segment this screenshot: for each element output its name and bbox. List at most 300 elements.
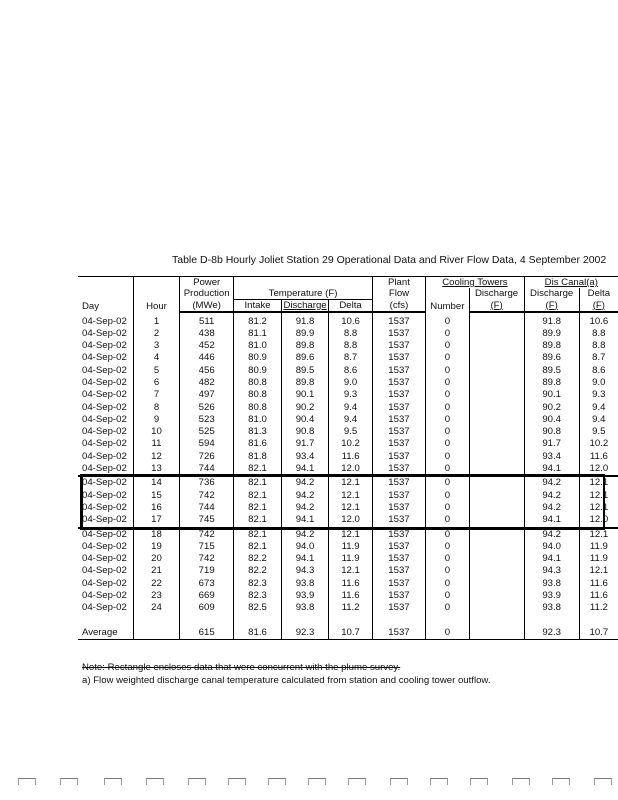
cell-discharge: 91.7 (281, 438, 329, 450)
cell-ct-number: 0 (426, 451, 469, 463)
average-power: 615 (179, 627, 233, 640)
cell-intake: 81.3 (234, 426, 281, 438)
cell-intake: 81.6 (234, 438, 281, 450)
cell-canal-delta: 10.6 (579, 316, 618, 328)
cell-canal-discharge: 93.9 (524, 590, 579, 602)
cell-hour: 5 (133, 365, 179, 377)
table-body (78, 316, 618, 615)
cell-day: 04-Sep-02 (82, 315, 127, 327)
cell-delta: 11.6 (329, 590, 372, 602)
header-day: Day (78, 277, 133, 312)
header-ct-discharge-2: (F) (469, 299, 524, 312)
cell-day: 04-Sep-02 (82, 376, 127, 388)
cell-day: 04-Sep-02 (82, 463, 127, 475)
cell-ct-discharge (469, 553, 524, 565)
cell-power: 715 (179, 541, 233, 553)
cell-flow: 1537 (372, 590, 425, 602)
cell-canal-discharge: 89.5 (524, 365, 579, 377)
cell-power: 742 (179, 553, 233, 565)
cell-canal-delta: 11.9 (579, 553, 618, 565)
header-hour: Hour (133, 277, 179, 312)
cell-ct-discharge (469, 414, 524, 426)
cell-flow: 1537 (372, 316, 425, 328)
cell-canal-discharge: 91.8 (524, 316, 579, 328)
scan-edge-marks (0, 778, 618, 790)
table-row (78, 565, 618, 577)
header-cooling-towers: Cooling Towers (426, 277, 524, 289)
scan-mark (268, 778, 286, 785)
cell-intake: 81.1 (234, 328, 281, 340)
header-power-2: Production (179, 288, 233, 299)
header-delta: Delta (329, 299, 372, 312)
cell-canal-delta: 12.0 (579, 514, 618, 527)
table-row (78, 365, 618, 377)
scan-mark (308, 778, 326, 785)
cell-canal-delta: 12.1 (579, 502, 618, 514)
cell-hour: 8 (133, 402, 179, 414)
cell-canal-delta: 9.3 (579, 389, 618, 401)
cell-day: 04-Sep-02 (82, 438, 127, 450)
average-canal-discharge: 92.3 (524, 627, 579, 640)
cell-day: 04-Sep-02 (82, 450, 127, 462)
average-ct-discharge (469, 627, 524, 640)
cell-flow: 1537 (372, 578, 425, 590)
cell-hour: 22 (133, 578, 179, 590)
table-row (78, 426, 618, 438)
cell-discharge: 94.2 (281, 528, 329, 541)
cell-intake: 81.0 (234, 414, 281, 426)
cell-canal-delta: 9.4 (579, 414, 618, 426)
cell-delta: 8.7 (329, 352, 372, 364)
cell-delta: 12.1 (329, 565, 372, 577)
cell-flow: 1537 (372, 463, 425, 476)
header-plant-3: (cfs) (372, 299, 425, 312)
cell-delta: 11.9 (329, 553, 372, 565)
table-row (78, 514, 618, 527)
cell-intake: 82.2 (234, 553, 281, 565)
cell-ct-number: 0 (426, 578, 469, 590)
cell-discharge: 93.8 (281, 578, 329, 590)
cell-flow: 1537 (372, 502, 425, 514)
cell-ct-discharge (469, 365, 524, 377)
cell-hour: 2 (133, 328, 179, 340)
cell-flow: 1537 (372, 414, 425, 426)
cell-canal-discharge: 89.8 (524, 340, 579, 352)
cell-day: 04-Sep-02 (82, 413, 127, 425)
footnote-a: a) Flow weighted discharge canal temperature calculated from station and cooling tower outflow. (82, 674, 491, 686)
cell-canal-discharge: 89.9 (524, 328, 579, 340)
cell-hour: 12 (133, 451, 179, 463)
cell-day: 04-Sep-02 (82, 401, 127, 413)
scan-mark (348, 778, 366, 785)
cell-canal-discharge: 94.2 (524, 502, 579, 514)
cell-hour: 10 (133, 426, 179, 438)
cell-discharge: 89.6 (281, 352, 329, 364)
average-row (78, 627, 618, 640)
cell-canal-delta: 8.8 (579, 340, 618, 352)
cell-discharge: 90.8 (281, 426, 329, 438)
cell-power: 742 (179, 528, 233, 541)
scan-mark (228, 778, 246, 785)
cell-ct-number: 0 (426, 414, 469, 426)
cell-power: 673 (179, 578, 233, 590)
table-row (78, 451, 618, 463)
scan-mark (512, 778, 530, 785)
cell-day: 04-Sep-02 (82, 565, 127, 577)
cell-discharge: 89.8 (281, 340, 329, 352)
cell-ct-discharge (469, 590, 524, 602)
scan-mark (18, 778, 36, 785)
cell-discharge: 90.2 (281, 402, 329, 414)
cell-canal-discharge: 94.1 (524, 463, 579, 476)
cell-ct-discharge (469, 402, 524, 414)
cell-hour: 23 (133, 590, 179, 602)
cell-power: 745 (179, 514, 233, 527)
table-row (78, 528, 618, 541)
cell-power: 438 (179, 328, 233, 340)
cell-delta: 10.6 (329, 316, 372, 328)
scan-mark (146, 778, 164, 785)
header-temperature: Temperature (F) (234, 277, 372, 300)
cell-discharge: 94.1 (281, 463, 329, 476)
cell-power: 669 (179, 590, 233, 602)
cell-ct-number: 0 (426, 463, 469, 476)
cell-flow: 1537 (372, 328, 425, 340)
cell-power: 719 (179, 565, 233, 577)
cell-flow: 1537 (372, 352, 425, 364)
cell-canal-discharge: 93.8 (524, 578, 579, 590)
cell-canal-discharge: 91.7 (524, 438, 579, 450)
cell-hour: 11 (133, 438, 179, 450)
cell-delta: 10.2 (329, 438, 372, 450)
cell-canal-discharge: 93.8 (524, 602, 579, 614)
cell-delta: 11.6 (329, 451, 372, 463)
average-delta: 10.7 (329, 627, 372, 640)
cell-canal-delta: 12.1 (579, 528, 618, 541)
cell-day: 04-Sep-02 (82, 577, 127, 589)
cell-canal-delta: 11.6 (579, 590, 618, 602)
cell-ct-discharge (469, 502, 524, 514)
cell-ct-discharge (469, 377, 524, 389)
cell-ct-discharge (469, 578, 524, 590)
cell-power: 523 (179, 414, 233, 426)
cell-flow: 1537 (372, 365, 425, 377)
cell-day: 04-Sep-02 (82, 340, 127, 352)
cell-hour: 24 (133, 602, 179, 614)
cell-hour: 6 (133, 377, 179, 389)
cell-day: 04-Sep-02 (82, 352, 127, 364)
cell-hour: 16 (133, 502, 179, 514)
cell-discharge: 89.5 (281, 365, 329, 377)
cell-ct-number: 0 (426, 402, 469, 414)
average-canal-delta: 10.7 (579, 627, 618, 640)
cell-day: 04-Sep-02 (78, 528, 133, 541)
cell-delta: 9.4 (329, 414, 372, 426)
cell-intake: 82.5 (234, 602, 281, 614)
cell-canal-discharge: 89.8 (524, 377, 579, 389)
cell-intake: 80.8 (234, 402, 281, 414)
header-ct-discharge-1: Discharge (469, 288, 524, 299)
cell-hour: 13 (133, 463, 179, 476)
cell-ct-number: 0 (426, 553, 469, 565)
header-discharge: Discharge (281, 299, 329, 312)
cell-ct-number: 0 (426, 389, 469, 401)
cell-delta: 11.6 (329, 578, 372, 590)
scan-mark (470, 778, 488, 785)
cell-ct-discharge (469, 602, 524, 614)
cell-intake: 82.1 (234, 476, 281, 489)
cell-power: 446 (179, 352, 233, 364)
scan-mark (60, 778, 78, 785)
cell-intake: 82.1 (234, 541, 281, 553)
table-row (78, 377, 618, 389)
cell-hour: 21 (133, 565, 179, 577)
cell-canal-delta: 11.6 (579, 578, 618, 590)
cell-discharge: 91.8 (281, 316, 329, 328)
header-canal-delta-2: (F) (579, 299, 618, 312)
data-table (78, 276, 618, 640)
cell-canal-discharge: 94.1 (524, 553, 579, 565)
cell-intake: 81.2 (234, 316, 281, 328)
header-plant-1: Plant (372, 277, 425, 289)
cell-canal-discharge: 94.0 (524, 541, 579, 553)
cell-intake: 80.9 (234, 352, 281, 364)
cell-hour: 1 (133, 316, 179, 328)
cell-discharge: 93.8 (281, 602, 329, 614)
cell-canal-delta: 8.7 (579, 352, 618, 364)
table-row (78, 502, 618, 514)
cell-ct-number: 0 (426, 377, 469, 389)
cell-ct-discharge (469, 389, 524, 401)
cell-intake: 82.1 (234, 463, 281, 476)
cell-day: 04-Sep-02 (82, 590, 127, 602)
cell-ct-discharge (469, 528, 524, 541)
scan-mark (390, 778, 408, 785)
cell-flow: 1537 (372, 377, 425, 389)
scan-mark (104, 778, 122, 785)
cell-delta: 12.0 (329, 514, 372, 527)
header-intake: Intake (234, 299, 281, 312)
cell-hour: 19 (133, 541, 179, 553)
header-power-3: (MWe) (179, 299, 233, 312)
cell-ct-discharge (469, 490, 524, 502)
cell-flow: 1537 (372, 602, 425, 614)
cell-ct-number: 0 (426, 602, 469, 614)
cell-flow: 1537 (372, 451, 425, 463)
cell-hour: 14 (133, 476, 179, 489)
table-row (78, 328, 618, 340)
cell-ct-discharge (469, 514, 524, 527)
cell-delta: 8.8 (329, 340, 372, 352)
cell-flow: 1537 (372, 438, 425, 450)
cell-day: 04-Sep-02 (82, 489, 127, 501)
header-ct-number: Number (426, 288, 469, 312)
cell-day: 04-Sep-02 (82, 514, 127, 526)
cell-hour: 20 (133, 553, 179, 565)
cell-day: 04-Sep-02 (82, 540, 127, 552)
cell-day: 04-Sep-02 (78, 476, 133, 489)
cell-canal-delta: 12.1 (579, 490, 618, 502)
cell-intake: 82.3 (234, 578, 281, 590)
note-rectangle: Note: Rectangle encloses data that were concurrent with the plume survey. (82, 662, 401, 673)
cell-hour: 7 (133, 389, 179, 401)
cell-flow: 1537 (372, 553, 425, 565)
cell-ct-number: 0 (426, 476, 469, 489)
cell-ct-discharge (469, 328, 524, 340)
cell-delta: 8.8 (329, 328, 372, 340)
cell-canal-delta: 9.5 (579, 426, 618, 438)
header-dis-canal: Dis Canal(a) (524, 277, 618, 289)
table-row (78, 352, 618, 364)
table-row (78, 590, 618, 602)
table-row (78, 438, 618, 450)
table-row (78, 340, 618, 352)
cell-discharge: 89.8 (281, 377, 329, 389)
cell-delta: 12.1 (329, 490, 372, 502)
cell-intake: 82.2 (234, 565, 281, 577)
cell-power: 742 (179, 490, 233, 502)
cell-power: 726 (179, 451, 233, 463)
scan-mark (552, 778, 570, 785)
cell-day: 04-Sep-02 (82, 426, 127, 438)
cell-flow: 1537 (372, 389, 425, 401)
cell-canal-discharge: 94.2 (524, 490, 579, 502)
cell-discharge: 93.4 (281, 451, 329, 463)
cell-intake: 80.9 (234, 365, 281, 377)
cell-day: 04-Sep-02 (82, 364, 127, 376)
average-discharge: 92.3 (281, 627, 329, 640)
cell-flow: 1537 (372, 541, 425, 553)
cell-ct-number: 0 (426, 541, 469, 553)
cell-power: 511 (179, 316, 233, 328)
cell-flow: 1537 (372, 402, 425, 414)
cell-intake: 82.1 (234, 502, 281, 514)
cell-intake: 82.1 (234, 514, 281, 527)
cell-power: 744 (179, 463, 233, 476)
cell-ct-number: 0 (426, 328, 469, 340)
cell-delta: 9.0 (329, 377, 372, 389)
cell-ct-discharge (469, 340, 524, 352)
cell-canal-discharge: 93.4 (524, 451, 579, 463)
cell-canal-delta: 10.2 (579, 438, 618, 450)
cell-hour: 18 (133, 528, 179, 541)
cell-discharge: 94.1 (281, 514, 329, 527)
header-canal-delta-1: Delta (579, 288, 618, 299)
cell-flow: 1537 (372, 490, 425, 502)
cell-canal-discharge: 94.2 (524, 476, 579, 489)
table-row (78, 490, 618, 502)
cell-discharge: 94.1 (281, 553, 329, 565)
cell-canal-discharge: 94.1 (524, 514, 579, 527)
cell-ct-number: 0 (426, 528, 469, 541)
table-notes (82, 662, 491, 687)
cell-canal-delta: 12.1 (579, 565, 618, 577)
cell-flow: 1537 (372, 426, 425, 438)
cell-delta: 9.5 (329, 426, 372, 438)
cell-canal-discharge: 90.1 (524, 389, 579, 401)
cell-discharge: 90.4 (281, 414, 329, 426)
scan-mark (188, 778, 206, 785)
cell-ct-discharge (469, 476, 524, 489)
cell-intake: 82.1 (234, 490, 281, 502)
table-row (78, 602, 618, 614)
cell-ct-discharge (469, 565, 524, 577)
cell-canal-discharge: 94.3 (524, 565, 579, 577)
cell-discharge: 94.2 (281, 502, 329, 514)
cell-power: 526 (179, 402, 233, 414)
table-row (78, 389, 618, 401)
cell-power: 744 (179, 502, 233, 514)
cell-discharge: 94.2 (281, 490, 329, 502)
cell-intake: 82.3 (234, 590, 281, 602)
cell-canal-delta: 8.8 (579, 328, 618, 340)
cell-day: 04-Sep-02 (82, 501, 127, 513)
average-intake: 81.6 (234, 627, 281, 640)
header-power-1: Power (179, 277, 233, 289)
cell-ct-number: 0 (426, 565, 469, 577)
cell-delta: 11.9 (329, 541, 372, 553)
cell-intake: 81.0 (234, 340, 281, 352)
cell-delta: 12.1 (329, 528, 372, 541)
cell-power: 594 (179, 438, 233, 450)
cell-canal-delta: 12.1 (579, 476, 618, 489)
table-row (78, 414, 618, 426)
cell-hour: 9 (133, 414, 179, 426)
table-row (78, 316, 618, 328)
cell-power: 497 (179, 389, 233, 401)
cell-canal-delta: 12.0 (579, 463, 618, 476)
cell-ct-number: 0 (426, 590, 469, 602)
cell-ct-number: 0 (426, 438, 469, 450)
cell-flow: 1537 (372, 528, 425, 541)
header-row-1 (78, 277, 618, 289)
cell-intake: 80.8 (234, 377, 281, 389)
table-row (78, 541, 618, 553)
cell-power: 456 (179, 365, 233, 377)
cell-ct-number: 0 (426, 514, 469, 527)
cell-discharge: 94.2 (281, 476, 329, 489)
cell-canal-discharge: 90.4 (524, 414, 579, 426)
cell-canal-delta: 9.4 (579, 402, 618, 414)
cell-canal-discharge: 94.2 (524, 528, 579, 541)
average-label: Average (82, 626, 118, 638)
cell-day: 04-Sep-02 (82, 553, 127, 565)
cell-ct-discharge (469, 316, 524, 328)
table-row (78, 463, 618, 476)
header-canal-discharge-1: Discharge (524, 288, 579, 299)
cell-ct-discharge (469, 426, 524, 438)
table-row (78, 402, 618, 414)
average-flow: 1537 (372, 627, 425, 640)
cell-canal-delta: 11.2 (579, 602, 618, 614)
cell-delta: 9.3 (329, 389, 372, 401)
cell-discharge: 89.9 (281, 328, 329, 340)
cell-canal-delta: 9.0 (579, 377, 618, 389)
table-title: Table D-8b Hourly Joliet Station 29 Operational Data and River Flow Data, 4 September 2002 (172, 254, 607, 266)
cell-delta: 11.2 (329, 602, 372, 614)
cell-day: 04-Sep-02 (82, 389, 127, 401)
cell-ct-number: 0 (426, 316, 469, 328)
average-hour (133, 627, 179, 640)
average-spacer (78, 615, 618, 627)
cell-ct-discharge (469, 352, 524, 364)
cell-ct-discharge (469, 451, 524, 463)
table-row (78, 553, 618, 565)
scan-mark (430, 778, 448, 785)
header-plant-2: Flow (372, 288, 425, 299)
cell-ct-number: 0 (426, 490, 469, 502)
cell-flow: 1537 (372, 565, 425, 577)
